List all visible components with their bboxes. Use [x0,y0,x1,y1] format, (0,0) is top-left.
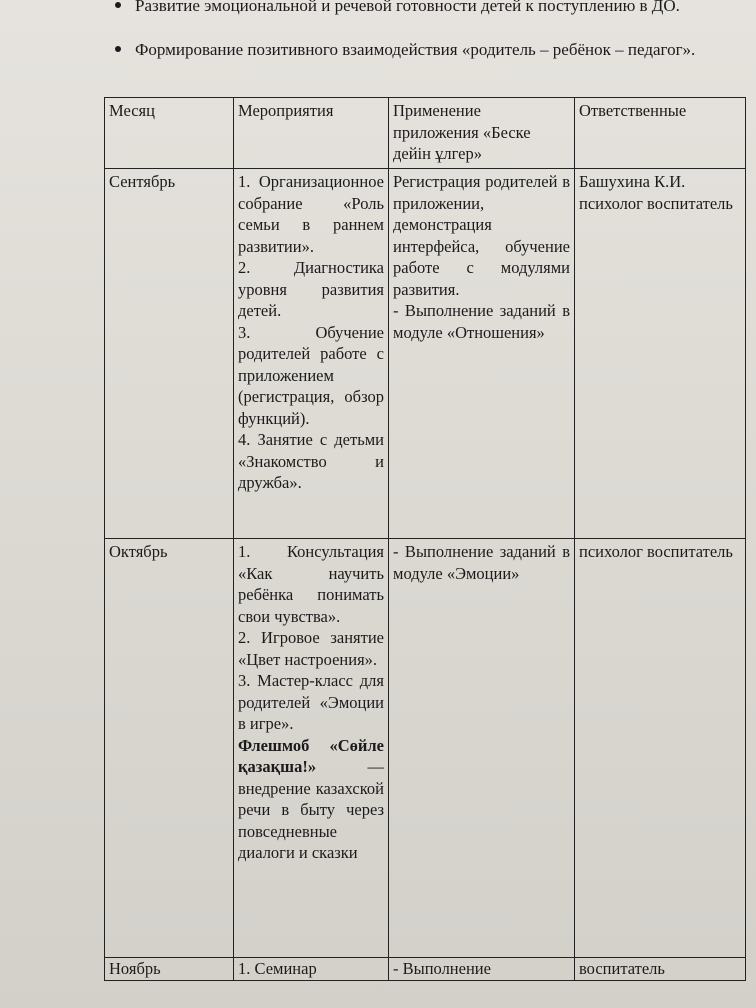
app-cell [389,169,575,539]
responsible-cell: воспитатель [575,958,746,981]
flashmob-title: Флешмоб «Сөйле қазақша!» [238,735,384,776]
goal-text: Формирование позитивного взаимодействия «родитель – ребёнок – педагог». [135,40,696,59]
table-header-row [105,98,746,169]
table-row [105,169,746,539]
event-item: 3. Обучение родителей работе с приложением (регистрация, обзор функций). [238,322,384,428]
event-item: 1. Организационное собрание «Роль семьи в раннем развитии». [238,172,384,256]
flashmob-item [238,735,384,864]
app-item: - Выполнение заданий в модуле «Эмоции» [393,542,570,583]
events-cell [234,539,389,958]
app-cell: - Выполнение [389,958,575,981]
month-cell: Ноябрь [105,958,234,981]
header-month: Месяц [105,98,234,169]
event-item: 4. Занятие с детьми «Знакомство и дружба». [238,430,384,492]
header-app: Применение приложения «Беске дейін ұлгер» [389,98,575,169]
goal-text: Развитие эмоциональной и речевой готовности детей к поступлению в ДО. [135,0,680,15]
month-cell: Сентябрь [105,169,234,539]
app-item: Регистрация родителей в приложении, демонстрация интерфейса, обучение работе с модулями развития. [393,172,570,299]
flashmob-description: — внедрение казахской речи в быту через повседневные диалоги и сказки [238,757,384,862]
event-item: 3. Мастер-класс для родителей «Эмоции в игре». [238,671,384,733]
event-item: 2. Диагностика уровня развития детей. [238,258,384,320]
app-cell [389,539,575,958]
event-item: 1. Консультация «Как научить ребёнка понимать свои чувства». [238,542,384,626]
goal-item [135,0,745,17]
events-cell [234,169,389,539]
events-cell: 1. Семинар [234,958,389,981]
header-responsible: Ответственные [575,98,746,169]
activity-plan-table [104,97,746,981]
bullet-icon [115,2,121,8]
month-cell: Октябрь [105,539,234,958]
table-row [105,958,746,981]
bullet-icon [115,46,121,52]
responsible-cell: Башухина К.И. психолог воспитатель [575,169,746,539]
table-row [105,539,746,958]
event-item: 2. Игровое занятие «Цвет настроения». [238,628,384,669]
goal-item [135,38,745,61]
responsible-cell: психолог воспитатель [575,539,746,958]
header-events: Мероприятия [234,98,389,169]
app-item: - Выполнение заданий в модуле «Отношения» [393,301,570,342]
